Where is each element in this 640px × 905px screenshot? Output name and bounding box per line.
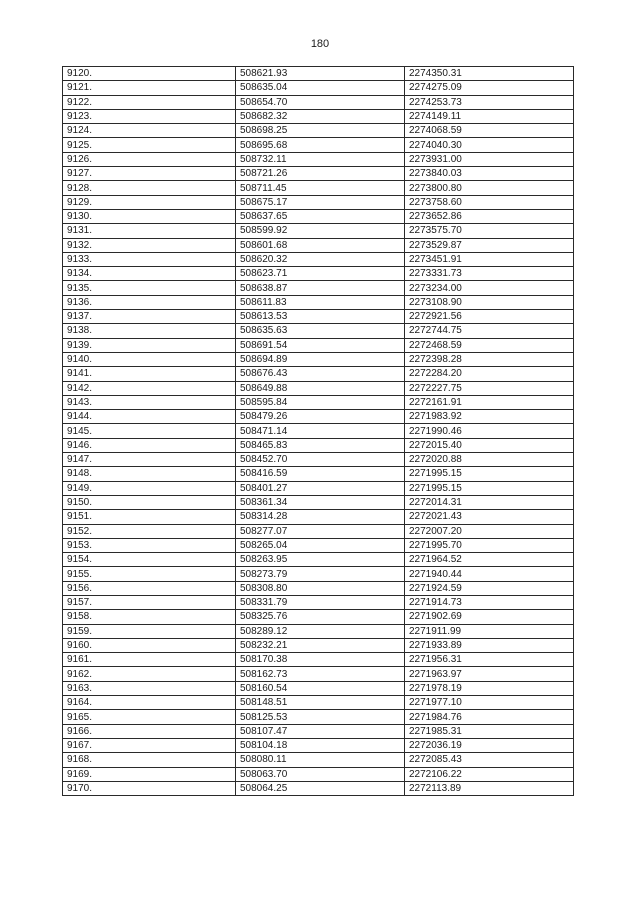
y-coordinate-cell: 2274350.31 — [405, 67, 574, 81]
point-number-cell: 9130. — [63, 209, 236, 223]
point-number-cell: 9163. — [63, 681, 236, 695]
table-row — [63, 424, 574, 438]
x-coordinate-cell: 508732.11 — [236, 152, 405, 166]
point-number-cell: 9159. — [63, 624, 236, 638]
table-row — [63, 224, 574, 238]
x-coordinate-cell: 508263.95 — [236, 553, 405, 567]
x-coordinate-cell: 508416.59 — [236, 467, 405, 481]
point-number-cell: 9136. — [63, 295, 236, 309]
x-coordinate-cell: 508265.04 — [236, 538, 405, 552]
y-coordinate-cell: 2272113.89 — [405, 781, 574, 795]
x-coordinate-cell: 508107.47 — [236, 724, 405, 738]
table-row — [63, 767, 574, 781]
table-row — [63, 124, 574, 138]
point-number-cell: 9124. — [63, 124, 236, 138]
table-row — [63, 438, 574, 452]
table-row — [63, 95, 574, 109]
x-coordinate-cell: 508695.68 — [236, 138, 405, 152]
y-coordinate-cell: 2273575.70 — [405, 224, 574, 238]
y-coordinate-cell: 2272161.91 — [405, 395, 574, 409]
table-row — [63, 109, 574, 123]
x-coordinate-cell: 508160.54 — [236, 681, 405, 695]
table-row — [63, 738, 574, 752]
table-row — [63, 209, 574, 223]
point-number-cell: 9134. — [63, 267, 236, 281]
x-coordinate-cell: 508611.83 — [236, 295, 405, 309]
point-number-cell: 9154. — [63, 553, 236, 567]
table-row — [63, 467, 574, 481]
x-coordinate-cell: 508599.92 — [236, 224, 405, 238]
point-number-cell: 9148. — [63, 467, 236, 481]
point-number-cell: 9158. — [63, 610, 236, 624]
x-coordinate-cell: 508635.04 — [236, 81, 405, 95]
y-coordinate-cell: 2273652.86 — [405, 209, 574, 223]
x-coordinate-cell: 508649.88 — [236, 381, 405, 395]
x-coordinate-cell: 508289.12 — [236, 624, 405, 638]
point-number-cell: 9147. — [63, 453, 236, 467]
y-coordinate-cell: 2273331.73 — [405, 267, 574, 281]
y-coordinate-cell: 2272284.20 — [405, 367, 574, 381]
point-number-cell: 9149. — [63, 481, 236, 495]
table-row — [63, 524, 574, 538]
y-coordinate-cell: 2273529.87 — [405, 238, 574, 252]
table-row — [63, 696, 574, 710]
x-coordinate-cell: 508694.89 — [236, 352, 405, 366]
table-row — [63, 138, 574, 152]
table-row — [63, 281, 574, 295]
x-coordinate-cell: 508162.73 — [236, 667, 405, 681]
point-number-cell: 9122. — [63, 95, 236, 109]
point-number-cell: 9145. — [63, 424, 236, 438]
y-coordinate-cell: 2274275.09 — [405, 81, 574, 95]
point-number-cell: 9125. — [63, 138, 236, 152]
table-row — [63, 538, 574, 552]
x-coordinate-cell: 508401.27 — [236, 481, 405, 495]
point-number-cell: 9133. — [63, 252, 236, 266]
x-coordinate-cell: 508635.63 — [236, 324, 405, 338]
table-row — [63, 310, 574, 324]
table-row — [63, 667, 574, 681]
table-row — [63, 252, 574, 266]
x-coordinate-cell: 508675.17 — [236, 195, 405, 209]
y-coordinate-cell: 2272921.56 — [405, 310, 574, 324]
y-coordinate-cell: 2272007.20 — [405, 524, 574, 538]
point-number-cell: 9151. — [63, 510, 236, 524]
table-row — [63, 324, 574, 338]
y-coordinate-cell: 2273800.80 — [405, 181, 574, 195]
x-coordinate-cell: 508080.11 — [236, 753, 405, 767]
table-row — [63, 510, 574, 524]
x-coordinate-cell: 508452.70 — [236, 453, 405, 467]
table-row — [63, 410, 574, 424]
x-coordinate-cell: 508063.70 — [236, 767, 405, 781]
y-coordinate-cell: 2271963.97 — [405, 667, 574, 681]
y-coordinate-cell: 2274149.11 — [405, 109, 574, 123]
x-coordinate-cell: 508638.87 — [236, 281, 405, 295]
point-number-cell: 9156. — [63, 581, 236, 595]
y-coordinate-cell: 2272015.40 — [405, 438, 574, 452]
point-number-cell: 9132. — [63, 238, 236, 252]
x-coordinate-cell: 508471.14 — [236, 424, 405, 438]
x-coordinate-cell: 508479.26 — [236, 410, 405, 424]
table-row — [63, 367, 574, 381]
x-coordinate-cell: 508331.79 — [236, 595, 405, 609]
y-coordinate-cell: 2272744.75 — [405, 324, 574, 338]
point-number-cell: 9129. — [63, 195, 236, 209]
point-number-cell: 9144. — [63, 410, 236, 424]
y-coordinate-cell: 2273758.60 — [405, 195, 574, 209]
table-row — [63, 681, 574, 695]
point-number-cell: 9141. — [63, 367, 236, 381]
point-number-cell: 9169. — [63, 767, 236, 781]
table-row — [63, 638, 574, 652]
point-number-cell: 9126. — [63, 152, 236, 166]
x-coordinate-cell: 508465.83 — [236, 438, 405, 452]
y-coordinate-cell: 2273451.91 — [405, 252, 574, 266]
x-coordinate-cell: 508637.65 — [236, 209, 405, 223]
point-number-cell: 9143. — [63, 395, 236, 409]
point-number-cell: 9131. — [63, 224, 236, 238]
point-number-cell: 9146. — [63, 438, 236, 452]
y-coordinate-cell: 2271977.10 — [405, 696, 574, 710]
table-row — [63, 295, 574, 309]
table-row — [63, 595, 574, 609]
x-coordinate-cell: 508104.18 — [236, 738, 405, 752]
y-coordinate-cell: 2272014.31 — [405, 495, 574, 509]
y-coordinate-cell: 2272085.43 — [405, 753, 574, 767]
table-row — [63, 567, 574, 581]
x-coordinate-cell: 508698.25 — [236, 124, 405, 138]
y-coordinate-cell: 2271985.31 — [405, 724, 574, 738]
point-number-cell: 9153. — [63, 538, 236, 552]
point-number-cell: 9142. — [63, 381, 236, 395]
x-coordinate-cell: 508325.76 — [236, 610, 405, 624]
table-row — [63, 395, 574, 409]
point-number-cell: 9164. — [63, 696, 236, 710]
y-coordinate-cell: 2273108.90 — [405, 295, 574, 309]
point-number-cell: 9121. — [63, 81, 236, 95]
table-row — [63, 338, 574, 352]
point-number-cell: 9135. — [63, 281, 236, 295]
y-coordinate-cell: 2272106.22 — [405, 767, 574, 781]
point-number-cell: 9170. — [63, 781, 236, 795]
y-coordinate-cell: 2272036.19 — [405, 738, 574, 752]
x-coordinate-cell: 508682.32 — [236, 109, 405, 123]
table-row — [63, 81, 574, 95]
x-coordinate-cell: 508711.45 — [236, 181, 405, 195]
point-number-cell: 9161. — [63, 653, 236, 667]
y-coordinate-cell: 2271964.52 — [405, 553, 574, 567]
x-coordinate-cell: 508691.54 — [236, 338, 405, 352]
x-coordinate-cell: 508232.21 — [236, 638, 405, 652]
table-row — [63, 481, 574, 495]
x-coordinate-cell: 508314.28 — [236, 510, 405, 524]
table-row — [63, 553, 574, 567]
x-coordinate-cell: 508601.68 — [236, 238, 405, 252]
x-coordinate-cell: 508277.07 — [236, 524, 405, 538]
x-coordinate-cell: 508621.93 — [236, 67, 405, 81]
x-coordinate-cell: 508170.38 — [236, 653, 405, 667]
y-coordinate-cell: 2272227.75 — [405, 381, 574, 395]
y-coordinate-cell: 2274253.73 — [405, 95, 574, 109]
point-number-cell: 9139. — [63, 338, 236, 352]
y-coordinate-cell: 2271940.44 — [405, 567, 574, 581]
table-row — [63, 67, 574, 81]
point-number-cell: 9138. — [63, 324, 236, 338]
y-coordinate-cell: 2274068.59 — [405, 124, 574, 138]
x-coordinate-cell: 508064.25 — [236, 781, 405, 795]
point-number-cell: 9140. — [63, 352, 236, 366]
y-coordinate-cell: 2272398.28 — [405, 352, 574, 366]
point-number-cell: 9162. — [63, 667, 236, 681]
point-number-cell: 9155. — [63, 567, 236, 581]
y-coordinate-cell: 2274040.30 — [405, 138, 574, 152]
table-row — [63, 195, 574, 209]
y-coordinate-cell: 2273931.00 — [405, 152, 574, 166]
x-coordinate-cell: 508308.80 — [236, 581, 405, 595]
x-coordinate-cell: 508623.71 — [236, 267, 405, 281]
point-number-cell: 9152. — [63, 524, 236, 538]
table-row — [63, 610, 574, 624]
point-number-cell: 9123. — [63, 109, 236, 123]
x-coordinate-cell: 508273.79 — [236, 567, 405, 581]
table-row — [63, 753, 574, 767]
y-coordinate-cell: 2272468.59 — [405, 338, 574, 352]
y-coordinate-cell: 2273234.00 — [405, 281, 574, 295]
table-row — [63, 181, 574, 195]
point-number-cell: 9166. — [63, 724, 236, 738]
y-coordinate-cell: 2271978.19 — [405, 681, 574, 695]
point-number-cell: 9127. — [63, 167, 236, 181]
table-row — [63, 653, 574, 667]
coordinates-table — [62, 66, 574, 796]
point-number-cell: 9137. — [63, 310, 236, 324]
x-coordinate-cell: 508148.51 — [236, 696, 405, 710]
y-coordinate-cell: 2271902.69 — [405, 610, 574, 624]
table-row — [63, 167, 574, 181]
point-number-cell: 9168. — [63, 753, 236, 767]
y-coordinate-cell: 2271995.15 — [405, 467, 574, 481]
table-row — [63, 724, 574, 738]
y-coordinate-cell: 2271995.15 — [405, 481, 574, 495]
y-coordinate-cell: 2273840.03 — [405, 167, 574, 181]
x-coordinate-cell: 508676.43 — [236, 367, 405, 381]
table-row — [63, 267, 574, 281]
y-coordinate-cell: 2271956.31 — [405, 653, 574, 667]
x-coordinate-cell: 508595.84 — [236, 395, 405, 409]
x-coordinate-cell: 508613.53 — [236, 310, 405, 324]
x-coordinate-cell: 508361.34 — [236, 495, 405, 509]
y-coordinate-cell: 2272021.43 — [405, 510, 574, 524]
x-coordinate-cell: 508721.26 — [236, 167, 405, 181]
table-row — [63, 152, 574, 166]
y-coordinate-cell: 2271914.73 — [405, 595, 574, 609]
y-coordinate-cell: 2271995.70 — [405, 538, 574, 552]
table-row — [63, 710, 574, 724]
table-row — [63, 495, 574, 509]
x-coordinate-cell: 508654.70 — [236, 95, 405, 109]
x-coordinate-cell: 508620.32 — [236, 252, 405, 266]
table-row — [63, 238, 574, 252]
table-row — [63, 453, 574, 467]
y-coordinate-cell: 2271984.76 — [405, 710, 574, 724]
table-row — [63, 624, 574, 638]
y-coordinate-cell: 2271911.99 — [405, 624, 574, 638]
table-row — [63, 381, 574, 395]
table-row — [63, 352, 574, 366]
point-number-cell: 9165. — [63, 710, 236, 724]
y-coordinate-cell: 2272020.88 — [405, 453, 574, 467]
page-number: 180 — [310, 38, 330, 50]
coordinates-table-body — [63, 67, 574, 796]
point-number-cell: 9160. — [63, 638, 236, 652]
point-number-cell: 9128. — [63, 181, 236, 195]
y-coordinate-cell: 2271924.59 — [405, 581, 574, 595]
point-number-cell: 9150. — [63, 495, 236, 509]
y-coordinate-cell: 2271983.92 — [405, 410, 574, 424]
y-coordinate-cell: 2271990.46 — [405, 424, 574, 438]
y-coordinate-cell: 2271933.89 — [405, 638, 574, 652]
table-row — [63, 781, 574, 795]
x-coordinate-cell: 508125.53 — [236, 710, 405, 724]
point-number-cell: 9157. — [63, 595, 236, 609]
table-row — [63, 581, 574, 595]
point-number-cell: 9167. — [63, 738, 236, 752]
point-number-cell: 9120. — [63, 67, 236, 81]
